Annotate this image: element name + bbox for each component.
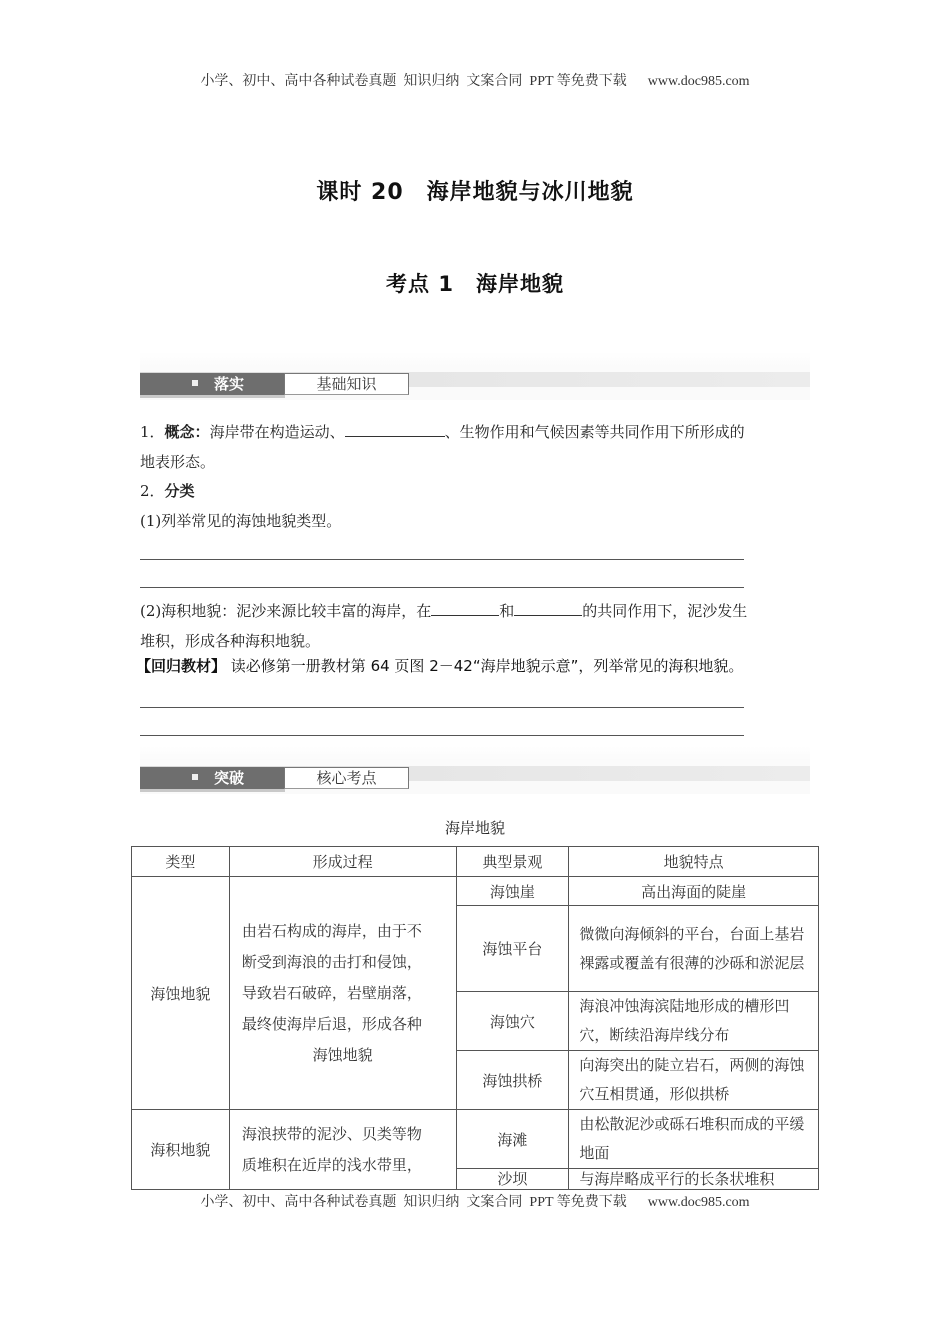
- table-caption: 海岸地貌: [444, 819, 505, 837]
- square-bullet-icon: [192, 774, 198, 780]
- sub-question-2-line-2: 堆积，形成各种海积地貌。: [140, 632, 321, 650]
- banner-underline: [140, 789, 285, 792]
- item-text: 海岸带在构造运动、: [209, 423, 345, 441]
- item-text: 和: [499, 602, 515, 620]
- square-bullet-icon: [192, 380, 198, 386]
- answer-blank[interactable]: [514, 601, 582, 616]
- item-text: 的共同作用下，泥沙发生: [582, 602, 748, 620]
- process-cell: [229, 1110, 456, 1190]
- header-type: 类型: [132, 847, 230, 877]
- answer-line[interactable]: [140, 587, 744, 588]
- feature-cell: 与海岸略成平行的长条状堆积: [569, 1169, 819, 1190]
- answer-line[interactable]: [140, 707, 744, 708]
- item-number: 1．: [140, 423, 165, 441]
- process-cell: [229, 877, 456, 1110]
- process-line: 导致岩石破碎，岩壁崩落，: [241, 983, 422, 1002]
- process-line: 海蚀地貌: [312, 1045, 373, 1064]
- landscape-cell: 沙坝: [456, 1169, 569, 1190]
- answer-line[interactable]: [140, 735, 744, 736]
- table-row: [132, 877, 819, 906]
- lesson-title: 课时 20 海岸地貌与冰川地貌: [316, 180, 634, 205]
- coastal-landform-table: [131, 846, 819, 1190]
- section-title: 考点 1 海岸地貌: [386, 272, 564, 296]
- process-line: 海浪挟带的泥沙、贝类等物: [241, 1124, 422, 1143]
- concept-line-2: 地表形态。: [140, 453, 216, 471]
- answer-line[interactable]: [140, 559, 744, 560]
- page-header: 小学、初中、高中各种试卷真题 知识归纳 文案合同 PPT 等免费下载 www.doc985.com: [200, 74, 750, 89]
- reference-text: 读必修第一册教材第 64 页图 2－42“海岸地貌示意”，列举常见的海积地貌。: [230, 657, 744, 675]
- item-number: 2．: [140, 482, 165, 500]
- section-banner-basics: [140, 352, 810, 400]
- reference-tag: 【回归教材】: [136, 657, 227, 675]
- banner-light-tab: 基础知识: [284, 373, 409, 395]
- banner-light-tab: 核心考点: [284, 767, 409, 789]
- answer-blank[interactable]: [431, 601, 499, 616]
- feature-cell: 由松散泥沙或砾石堆积而成的平缓地面: [569, 1110, 819, 1169]
- item-text: 、生物作用和气候因素等共同作用下所形成的: [444, 423, 745, 441]
- type-cell: 海蚀地貌: [132, 877, 230, 1110]
- classification-heading: [140, 476, 195, 506]
- table-row: [132, 1110, 819, 1169]
- landscape-cell: 海滩: [456, 1110, 569, 1169]
- sub-question-2-line-1: [140, 596, 747, 626]
- table-header-row: [132, 847, 819, 877]
- textbook-reference: [136, 655, 743, 676]
- item-text: (2)海积地貌：泥沙来源比较丰富的海岸，在: [140, 602, 432, 620]
- header-feature: 地貌特点: [569, 847, 819, 877]
- feature-cell: 向海突出的陡立岩石，两侧的海蚀穴互相贯通，形似拱桥: [569, 1051, 819, 1110]
- item-label: 概念：: [164, 423, 210, 441]
- banner-dark-label: 落实: [214, 375, 245, 393]
- header-landscape: 典型景观: [456, 847, 569, 877]
- feature-cell: 高出海面的陡崖: [569, 877, 819, 906]
- process-line: 断受到海浪的击打和侵蚀，: [241, 952, 422, 971]
- process-line: 最终使海岸后退，形成各种: [241, 1014, 422, 1033]
- concept-line-1: [140, 417, 745, 447]
- process-line: 由岩石构成的海岸，由于不: [241, 921, 422, 940]
- sub-question-1: (1)列举常见的海蚀地貌类型。: [140, 512, 342, 530]
- landscape-cell: 海蚀拱桥: [456, 1051, 569, 1110]
- item-label: 分类: [164, 482, 195, 500]
- banner-dark-label: 突破: [214, 769, 245, 787]
- landscape-cell: 海蚀穴: [456, 992, 569, 1051]
- section-banner-core: [140, 746, 810, 794]
- feature-cell: 微微向海倾斜的平台，台面上基岩裸露或覆盖有很薄的沙砾和淤泥层: [569, 906, 819, 992]
- page-footer: 小学、初中、高中各种试卷真题 知识归纳 文案合同 PPT 等免费下载 www.doc985.com: [200, 1195, 750, 1210]
- feature-cell: 海浪冲蚀海滨陆地形成的槽形凹穴，断续沿海岸线分布: [569, 992, 819, 1051]
- type-cell: 海积地貌: [132, 1110, 230, 1190]
- process-line: 质堆积在近岸的浅水带里，: [241, 1155, 422, 1174]
- banner-underline: [140, 395, 285, 398]
- landscape-cell: 海蚀崖: [456, 877, 569, 906]
- banner-dark-tab: [140, 373, 285, 395]
- landscape-cell: 海蚀平台: [456, 906, 569, 992]
- answer-blank[interactable]: [345, 422, 445, 437]
- header-process: 形成过程: [229, 847, 456, 877]
- banner-dark-tab: [140, 767, 285, 789]
